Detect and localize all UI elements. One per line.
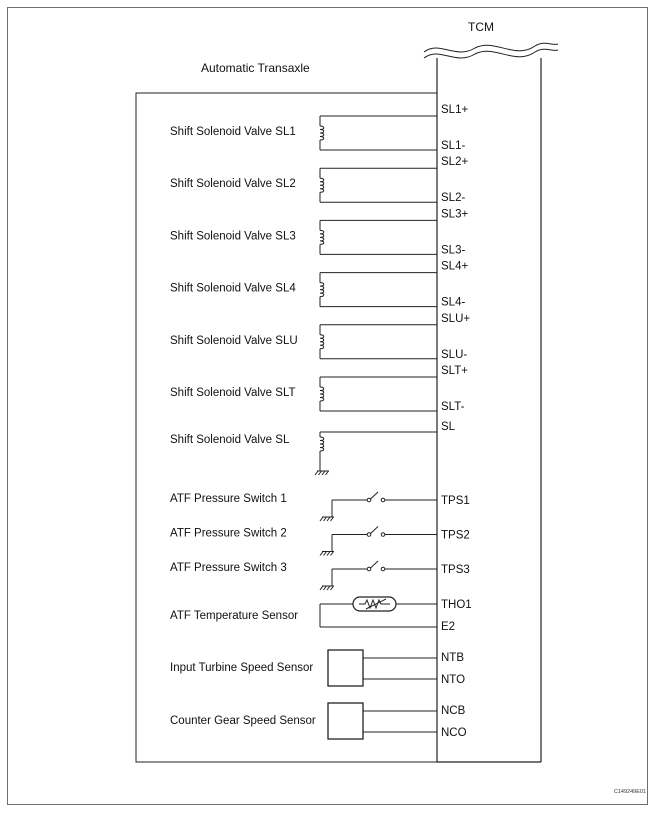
pin-label: SL4- <box>441 296 466 309</box>
tcm-block <box>424 20 558 762</box>
solenoid-label: Shift Solenoid Valve SL <box>170 434 290 446</box>
pin-label: SL3+ <box>441 208 469 221</box>
pin-label: NTB <box>441 652 464 664</box>
solenoid-sl <box>170 421 456 475</box>
solenoid-1 <box>170 104 468 152</box>
tcm-label: TCM <box>468 20 494 34</box>
solenoid-label: Shift Solenoid Valve SLU <box>170 334 298 347</box>
pin-label: SLT- <box>441 401 465 413</box>
speed-sensor-label: Counter Gear Speed Sensor <box>170 715 316 727</box>
ground-hatch <box>331 552 334 556</box>
sensor-box <box>328 650 363 686</box>
pin-label: SL3- <box>441 244 466 257</box>
coil-symbol <box>320 437 324 451</box>
switch-contact <box>381 498 385 502</box>
coil-path <box>320 283 324 297</box>
switch-blade <box>371 527 379 534</box>
ground-hatch <box>319 471 322 475</box>
ground-icon <box>320 552 334 556</box>
pin-label: NCO <box>441 727 467 739</box>
pressure-switch-label: ATF Pressure Switch 1 <box>170 493 287 505</box>
coil-symbol <box>320 335 324 349</box>
pin-label: SL2+ <box>441 156 469 169</box>
solenoid-label: Shift Solenoid Valve SL2 <box>170 178 296 191</box>
coil-path <box>320 437 324 451</box>
coil-path <box>320 387 324 401</box>
pin-label: E2 <box>441 621 456 633</box>
ground-hatch <box>322 471 325 475</box>
ground-hatch <box>315 471 318 475</box>
ground-hatch <box>324 586 327 590</box>
ground-hatch <box>324 552 327 556</box>
transaxle-label: Automatic Transaxle <box>201 61 310 75</box>
pin-label: TPS1 <box>441 495 470 507</box>
ground-icon <box>320 586 334 590</box>
switch-blade <box>371 561 379 568</box>
switch-contact <box>381 567 385 571</box>
speed-sensor-2 <box>170 703 467 739</box>
ground-hatch <box>326 471 329 475</box>
pin-label: SL1- <box>441 140 466 152</box>
switch-contact <box>381 533 385 537</box>
ground-icon <box>315 471 329 475</box>
solenoid-label: Shift Solenoid Valve SL1 <box>170 126 296 138</box>
pin-label: SLU+ <box>441 312 471 325</box>
ground-hatch <box>327 517 330 521</box>
ground-hatch <box>320 552 323 556</box>
ground-hatch <box>331 586 334 590</box>
pin-label: THO1 <box>441 599 472 611</box>
switch-icon <box>367 527 385 537</box>
pin-label: SLU- <box>441 348 468 361</box>
coil-symbol <box>320 283 324 297</box>
ground-hatch <box>324 517 327 521</box>
solenoid-2 <box>170 156 468 204</box>
pressure-switch-3 <box>170 561 470 590</box>
solenoid-5 <box>170 313 470 361</box>
coil-path <box>320 335 324 349</box>
coil-symbol <box>320 126 324 140</box>
components <box>170 104 472 739</box>
pin-label: TPS3 <box>441 564 470 576</box>
ground-icon <box>320 517 334 521</box>
coil-path <box>320 126 324 140</box>
ground-hatch <box>320 586 323 590</box>
ground-hatch <box>327 586 330 590</box>
switch-icon <box>367 492 385 502</box>
switch-blade <box>371 492 379 499</box>
ground-hatch <box>320 517 323 521</box>
figure-code: C149249E01 <box>613 789 646 795</box>
pin-label: SL4+ <box>441 260 469 273</box>
pressure-switch-label: ATF Pressure Switch 3 <box>170 562 287 574</box>
speed-sensor-1 <box>170 650 465 686</box>
pressure-switch-2 <box>170 527 470 556</box>
pressure-switch-1 <box>170 492 470 521</box>
solenoid-4 <box>170 261 468 309</box>
pin-label: TPS2 <box>441 529 470 542</box>
ground-hatch <box>331 517 334 521</box>
speed-sensor-label: Input Turbine Speed Sensor <box>170 662 314 674</box>
solenoid-label: Shift Solenoid Valve SLT <box>170 387 296 399</box>
sensor-box <box>328 703 363 739</box>
pin-label: SL2- <box>441 192 466 205</box>
pin-label: SL <box>441 421 456 433</box>
coil-symbol <box>320 178 324 192</box>
pressure-switch-label: ATF Pressure Switch 2 <box>170 527 287 540</box>
solenoid-3 <box>170 208 468 256</box>
solenoid-label: Shift Solenoid Valve SL4 <box>170 282 296 295</box>
pin-label: NCB <box>441 705 466 717</box>
coil-symbol <box>320 230 324 244</box>
solenoid-label: Shift Solenoid Valve SL3 <box>170 230 296 243</box>
switch-icon <box>367 561 385 571</box>
coil-symbol <box>320 387 324 401</box>
coil-path <box>320 178 324 192</box>
temp-sensor <box>170 597 472 633</box>
solenoid-6 <box>170 365 468 413</box>
pin-label: SLT+ <box>441 365 468 377</box>
thermistor-zigzag <box>359 600 390 608</box>
coil-path <box>320 230 324 244</box>
pin-label: NTO <box>441 674 466 686</box>
temp-sensor-label: ATF Temperature Sensor <box>170 610 299 622</box>
ground-hatch <box>327 552 330 556</box>
pin-label: SL1+ <box>441 104 469 116</box>
